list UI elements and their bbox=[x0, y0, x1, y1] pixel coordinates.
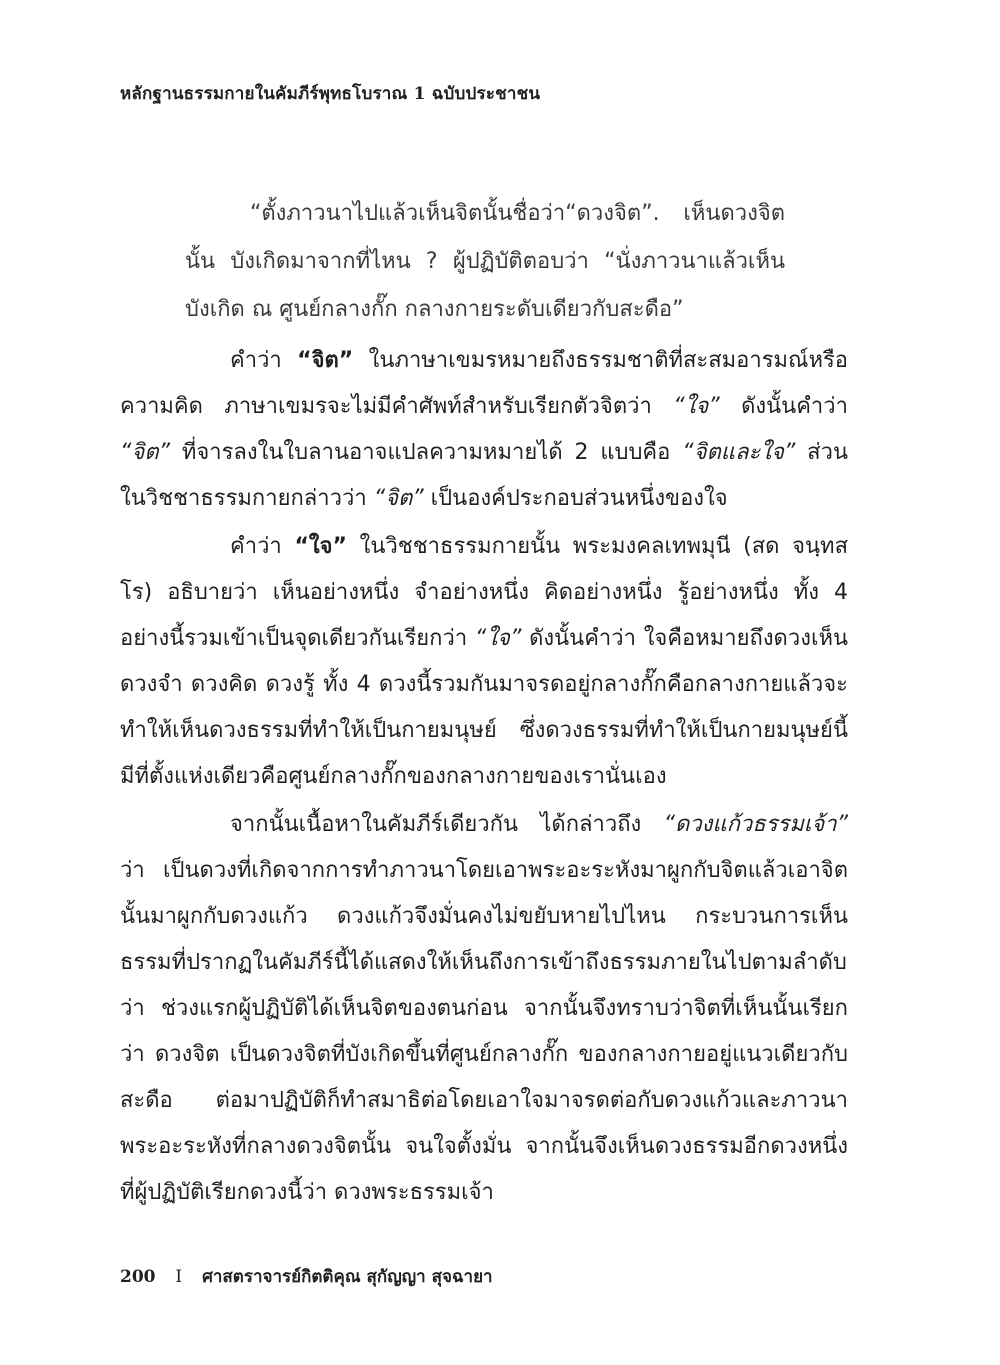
p2-text-c: ในวิชชาธรรมกายนั้น พระมงคลเทพมุนี (สด จนฺทสโร) อธิบายว่า เห็นอย่างหนึ่ง จำอย่างหนึ่ง คิดอย่างหนึ่ง รู้อย่างหนึ่ง ทั้ง 4 อย่างนี้รวมเข้าเป็นจุดเดียวกันเรียกว่า bbox=[120, 534, 848, 651]
p1-text-a: คำว่า bbox=[230, 348, 298, 373]
p1-text-g: ที่จารลงในใบลานอาจแปลความหมายได้ 2 แบบคือ bbox=[169, 440, 683, 465]
paragraph-2 bbox=[120, 524, 848, 800]
p3-term-duang-kaew: “ดวงแก้วธรรมเจ้า” bbox=[663, 812, 848, 837]
p3-text-a: จากนั้นเนื้อหาในคัมภีร์เดียวกัน ได้กล่าวถึง bbox=[230, 812, 664, 837]
p2-text-a: คำว่า bbox=[230, 534, 295, 559]
p1-text-i: ส่วนในวิชชาธรรมกายกล่าวว่า bbox=[120, 440, 848, 511]
p1-term-jai: “ใจ” bbox=[673, 394, 720, 419]
p1-term-jit: “จิต” bbox=[297, 348, 354, 373]
p1-term-jit-lae-jai: “จิตและใจ” bbox=[682, 440, 796, 465]
author-name: ศาสตราจารย์กิตติคุณ สุกัญญา สุจฉายา bbox=[202, 1267, 493, 1287]
p1-text-c: ในภาษาเขมรหมายถึงธรรมชาติที่สะสมอารมณ์หรือความคิด ภาษาเขมรจะไม่มีคำศัพท์สำหรับเรียกตัวจิตว่า bbox=[120, 348, 848, 419]
footer-separator: I bbox=[175, 1267, 183, 1287]
quote-text: “ตั้งภาวนาไปแล้วเห็นจิตนั้นชื่อว่า“ดวงจิต”. เห็นดวงจิตนั้น บังเกิดมาจากที่ไหน ? ผู้ปฏิบัติตอบว่า “นั่งภาวนาแล้วเห็นบังเกิด ณ ศูนย์กลางกั๊ก กลางกายระดับเดียวกับสะดือ” bbox=[185, 201, 785, 322]
p2-term-jai: “ใจ” bbox=[294, 534, 347, 559]
p1-term-jit-italic: “จิต” bbox=[120, 440, 170, 465]
paragraph-1 bbox=[120, 338, 848, 522]
page-footer bbox=[120, 1263, 493, 1290]
book-title: หลักฐานธรรมกายในคัมภีร์พุทธโบราณ 1 ฉบับประชาชน bbox=[120, 84, 541, 104]
page-number: 200 bbox=[120, 1267, 156, 1287]
p2-term-jai-italic: “ใจ” bbox=[474, 626, 522, 651]
main-text bbox=[120, 338, 848, 1218]
p1-text-e: ดังนั้นคำว่า bbox=[719, 394, 848, 419]
paragraph-3 bbox=[120, 802, 848, 1216]
p3-text-c: ว่า เป็นดวงที่เกิดจากการทำภาวนาโดยเอาพระอะระหังมาผูกกับจิตแล้วเอาจิตนั้นมาผูกกับดวงแก้ว ดวงแก้วจึงมั่นคงไม่ขยับหายไปไหน กระบวนการเห็นธรรมที่ปรากฏในคัมภีร์นี้ได้แสดงให้เห็นถึงการเข้าถึงธรรมภายในไปตามลำดับ ว่า ช่วงแรกผู้ปฏิบัติได้เห็นจิตของตนก่อน จากนั้นจึงทราบว่าจิตที่เห็นนั้นเรียกว่า ดวงจิต เป็นดวงจิตที่บังเกิดขึ้นที่ศูนย์กลางกั๊ก ของกลางกายอยู่แนวเดียวกับสะดือ ต่อมาปฏิบัติก็ทำสมาธิต่อโดยเอาใจมาจรดต่อกับดวงแก้วและภาวนาพระอะระหังที่กลางดวงจิตนั้น จนใจตั้งมั่น จากนั้นจึงเห็นดวงธรรมอีกดวงหนึ่งที่ผู้ปฏิบัติเรียกดวงนี้ว่า ดวงพระธรรมเจ้า bbox=[120, 858, 848, 1205]
block-quote bbox=[185, 190, 785, 334]
p2-text-e: ดังนั้นคำว่า ใจคือหมายถึงดวงเห็น ดวงจำ ดวงคิด ดวงรู้ ทั้ง 4 ดวงนี้รวมกันมาจรดอยู่กลางกั๊กคือกลางกายแล้วจะทำให้เห็นดวงธรรมที่ทำให้เป็นกายมนุษย์ ซึ่งดวงธรรมที่ทำให้เป็นกายมนุษย์นี้ มีที่ตั้งแห่งเดียวคือศูนย์กลางกั๊กของกลางกายของเรานั่นเอง bbox=[120, 626, 849, 789]
p1-term-jit-italic-2: “จิต” bbox=[373, 486, 424, 511]
running-header bbox=[120, 80, 540, 107]
p1-text-k: เป็นองค์ประกอบส่วนหนึ่งของใจ bbox=[423, 486, 728, 511]
